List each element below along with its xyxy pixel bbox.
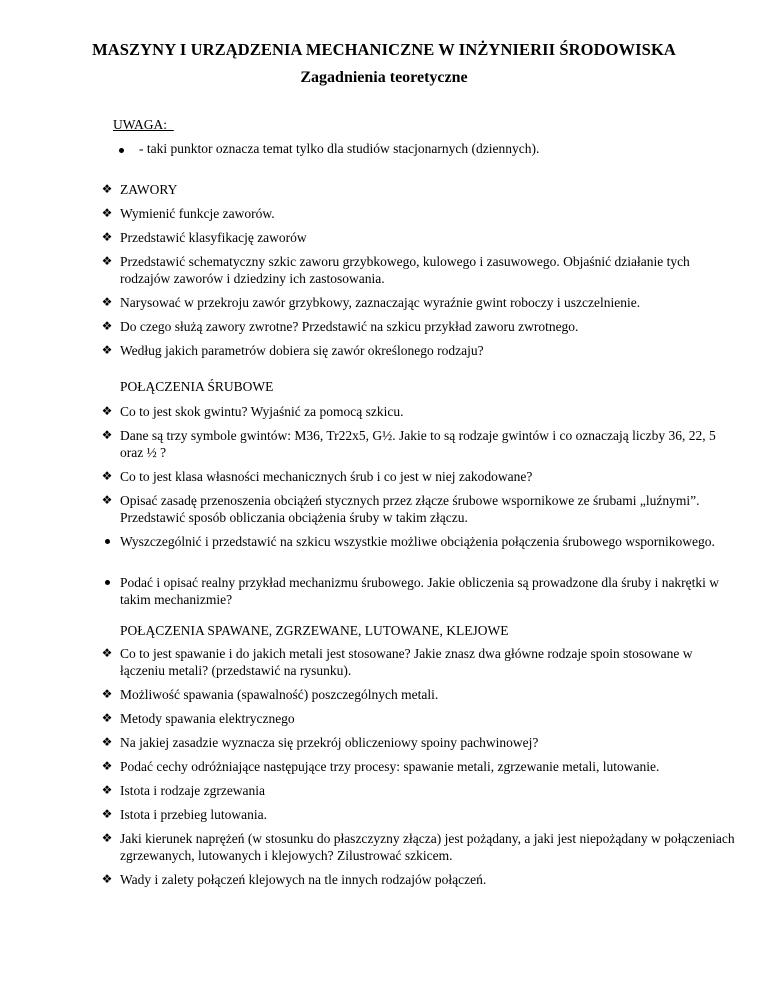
list-item-text: Podać i opisać realny przykład mechanizmu śrubowego. Jakie obliczenia są prowadzone dla śruby i nakrętki w takim mechanizmie? [120, 575, 720, 607]
diamond-bullet-icon: ❖ [101, 206, 113, 220]
diamond-bullet-icon: ❖ [101, 831, 113, 845]
list-item-text: Co to jest klasa własności mechanicznych śrub i co jest w niej zakodowane? [120, 469, 533, 484]
dot-bullet-icon [105, 539, 110, 544]
list-item-text: Możliwość spawania (spawalność) poszczególnych metali. [120, 687, 439, 702]
dot-bullet-icon [105, 580, 110, 585]
diamond-bullet-icon: ❖ [101, 319, 113, 333]
list-item-text: Co to jest spawanie i do jakich metali jest stosowane? Jakie znasz dwa główne rodzaje spoin stosowane w łączeniu metali? (przedstawić na rysunku). [120, 646, 693, 678]
diamond-bullet-icon: ❖ [101, 404, 113, 418]
diamond-bullet-icon: ❖ [101, 343, 113, 357]
document-subtitle: Zagadnienia teoretyczne [300, 69, 468, 86]
list-item-text: Na jakiej zasadzie wyznacza się przekrój obliczeniowy spoiny pachwinowej? [120, 735, 539, 750]
list-item-text: Wyszczególnić i przedstawić na szkicu wszystkie możliwe obciążenia połączenia śrubowego wspornikowego. [120, 534, 715, 549]
diamond-bullet-icon: ❖ [101, 872, 113, 886]
diamond-bullet-icon: ❖ [101, 783, 113, 797]
dot-bullet-icon [119, 148, 124, 153]
section-heading-welded: POŁĄCZENIA SPAWANE, ZGRZEWANE, LUTOWANE, KLEJOWE [120, 623, 509, 638]
diamond-bullet-icon: ❖ [101, 254, 113, 268]
section-heading-bolted: POŁĄCZENIA ŚRUBOWE [120, 379, 274, 394]
diamond-bullet-icon: ❖ [101, 295, 113, 309]
diamond-bullet-icon: ❖ [101, 759, 113, 773]
diamond-bullet-icon: ❖ [101, 807, 113, 821]
list-item-text: Opisać zasadę przenoszenia obciążeń stycznych przez złącze śrubowe wspornikowe ze śrubami „luźnymi”. Przedstawić sposób obliczania obciążenia śruby w takim złączu. [120, 493, 700, 525]
list-item-text: Co to jest skok gwintu? Wyjaśnić za pomocą szkicu. [120, 404, 404, 419]
diamond-bullet-icon: ❖ [101, 687, 113, 701]
diamond-bullet-icon: ❖ [101, 428, 113, 442]
list-item-text: ZAWORY [120, 182, 178, 197]
diamond-bullet-icon: ❖ [101, 646, 113, 660]
diamond-bullet-icon: ❖ [101, 230, 113, 244]
list-item-text: Do czego służą zawory zwrotne? Przedstawić na szkicu przykład zaworu zwrotnego. [120, 319, 579, 334]
diamond-bullet-icon: ❖ [101, 182, 113, 196]
list-item-text: Wymienić funkcje zaworów. [120, 206, 275, 221]
list-item-text: Dane są trzy symbole gwintów: M36, Tr22x5, G½. Jakie to są rodzaje gwintów i co oznaczają liczby 36, 22, 5 oraz ½ ? [120, 428, 716, 460]
document-title: MASZYNY I URZĄDZENIA MECHANICZNE W INŻYNIERII ŚRODOWISKA [92, 40, 676, 59]
diamond-bullet-icon: ❖ [101, 735, 113, 749]
list-item-text: Metody spawania elektrycznego [120, 711, 295, 726]
list-item-text: Podać cechy odróżniające następujące trzy procesy: spawanie metali, zgrzewanie metali, lutowanie. [120, 759, 660, 774]
list-item-text: Przedstawić schematyczny szkic zaworu grzybkowego, kulowego i zasuwowego. Objaśnić działanie tych rodzajów zaworów i dziedziny ich zastosowania. [120, 254, 690, 286]
list-item-text: Istota i przebieg lutowania. [120, 807, 267, 822]
list-item-text: Istota i rodzaje zgrzewania [120, 783, 266, 798]
diamond-bullet-icon: ❖ [101, 711, 113, 725]
list-item-text: Przedstawić klasyfikację zaworów [120, 230, 307, 245]
list-item-text: Według jakich parametrów dobiera się zawór określonego rodzaju? [120, 343, 484, 358]
note-text: - taki punktor oznacza temat tylko dla studiów stacjonarnych (dziennych). [139, 141, 540, 156]
list-item-text: Jaki kierunek naprężeń (w stosunku do płaszczyzny złącza) jest pożądany, a jaki jest niepożądany w połączeniach zgrzewanych, lutowanych i klejowych? Zilustrować szkicem. [120, 831, 735, 863]
list-item-text: Narysować w przekroju zawór grzybkowy, zaznaczając wyraźnie gwint roboczy i uszczelnienie. [120, 295, 641, 310]
diamond-bullet-icon: ❖ [101, 469, 113, 483]
note-label: UWAGA: [113, 117, 174, 132]
list-item-text: Wady i zalety połączeń klejowych na tle innych rodzajów połączeń. [120, 872, 487, 887]
diamond-bullet-icon: ❖ [101, 493, 113, 507]
